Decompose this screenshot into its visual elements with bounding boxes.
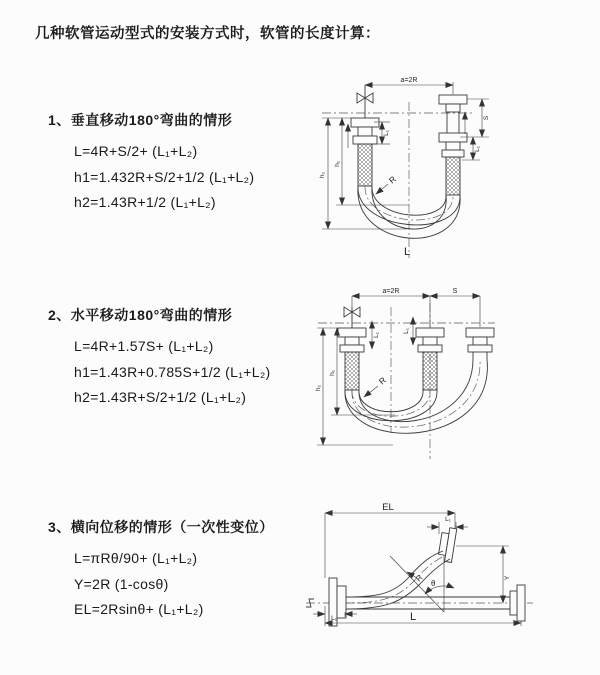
dim-label-y: Y — [504, 575, 511, 581]
section-horizontal-bend — [48, 305, 271, 411]
dimension-l — [325, 611, 521, 626]
page-title: 几种软管运动型式的安装方式时，软管的长度计算： — [35, 26, 380, 42]
section-3-heading: 3、横向位移的情形（一次性变位） — [48, 519, 274, 535]
section-lateral-shift — [48, 517, 274, 623]
diagram-horizontal-180-bend — [310, 283, 588, 465]
upper-flange — [438, 527, 457, 563]
lower-right-flange — [510, 585, 525, 621]
radius-label — [364, 375, 388, 397]
diagram-vertical-180-bend — [312, 72, 587, 262]
formula-L: L=4R+1.57S+ (L₁+L₂) — [74, 338, 214, 354]
valve-icon — [344, 307, 360, 328]
section-1-heading: 1、垂直移动180°弯曲的情形 — [48, 112, 233, 128]
length-l-label: L — [404, 246, 411, 258]
dim-label-l1-left: L₁ — [373, 332, 380, 338]
dim-label-l1-mid: L₁ — [403, 328, 410, 334]
radius-r-label: R — [386, 173, 398, 186]
middle-connector — [416, 328, 444, 390]
radius-r-label: R — [414, 572, 425, 584]
dimension-s — [460, 99, 490, 160]
dim-label-a2r: a=2R — [400, 77, 418, 84]
diagram-lateral-displacement — [298, 500, 598, 665]
radius-label — [376, 174, 398, 194]
formula-h1: h1=1.432R+S/2+1/2 (L₁+L₂) — [74, 168, 255, 185]
section-vertical-bend — [48, 110, 254, 216]
dimension-l1-left — [372, 321, 380, 349]
dim-label-h1: h₁ — [334, 161, 341, 167]
dimension-y — [456, 546, 511, 603]
formula-h2: h2=1.43R+S/2+1/2 (L₁+L₂) — [74, 389, 247, 405]
formula-L: L=4R+S/2+ (L₁+L₂) — [74, 143, 198, 159]
section-2-heading: 2、水平移动180°弯曲的情形 — [48, 307, 233, 323]
dimension-l1-top — [427, 516, 468, 534]
dim-label-h2: h₂ — [315, 384, 322, 392]
dimension-el — [325, 502, 455, 578]
dim-label-s: S — [483, 115, 490, 121]
formula-EL: EL=2Rsinθ+ (L₁+L₂) — [74, 601, 204, 617]
dim-label-s: S — [452, 288, 458, 295]
dim-label-l1-right: L₁ — [474, 146, 481, 152]
left-connector — [351, 118, 379, 186]
formula-Y: Y=2R (1-cosθ) — [74, 575, 169, 592]
dim-label-el: EL — [382, 502, 394, 513]
dim-label-l1-bottom: L₁ — [331, 615, 337, 622]
dim-label-h1: h₁ — [329, 370, 336, 376]
radius-r-label: R — [376, 374, 388, 387]
dim-label-a2r: a=2R — [382, 288, 400, 295]
formula-h2: h2=1.43R+1/2 (L₁+L₂) — [74, 194, 216, 210]
length-l-label: L — [410, 611, 417, 623]
dim-label-l1-top: L₁ — [445, 516, 451, 523]
left-connector — [338, 328, 366, 390]
dimension-l1-mid — [403, 317, 413, 345]
radius-label — [407, 572, 425, 583]
hose-curves — [345, 359, 487, 433]
dim-label-h2: h₂ — [319, 171, 326, 179]
right-connector — [439, 95, 467, 195]
dim-label-l1-left: L₁ — [383, 130, 390, 136]
center-lines — [318, 303, 495, 459]
dimension-a2r — [352, 288, 480, 327]
formula-h1: h1=1.43R+0.785S+1/2 (L₁+L₂) — [74, 363, 271, 380]
dimension-a2r — [365, 77, 453, 94]
angle-theta-label: θ — [431, 579, 436, 588]
right-connector — [466, 328, 494, 359]
formula-L: L=πRθ/90+ (L₁+L₂) — [74, 550, 198, 566]
